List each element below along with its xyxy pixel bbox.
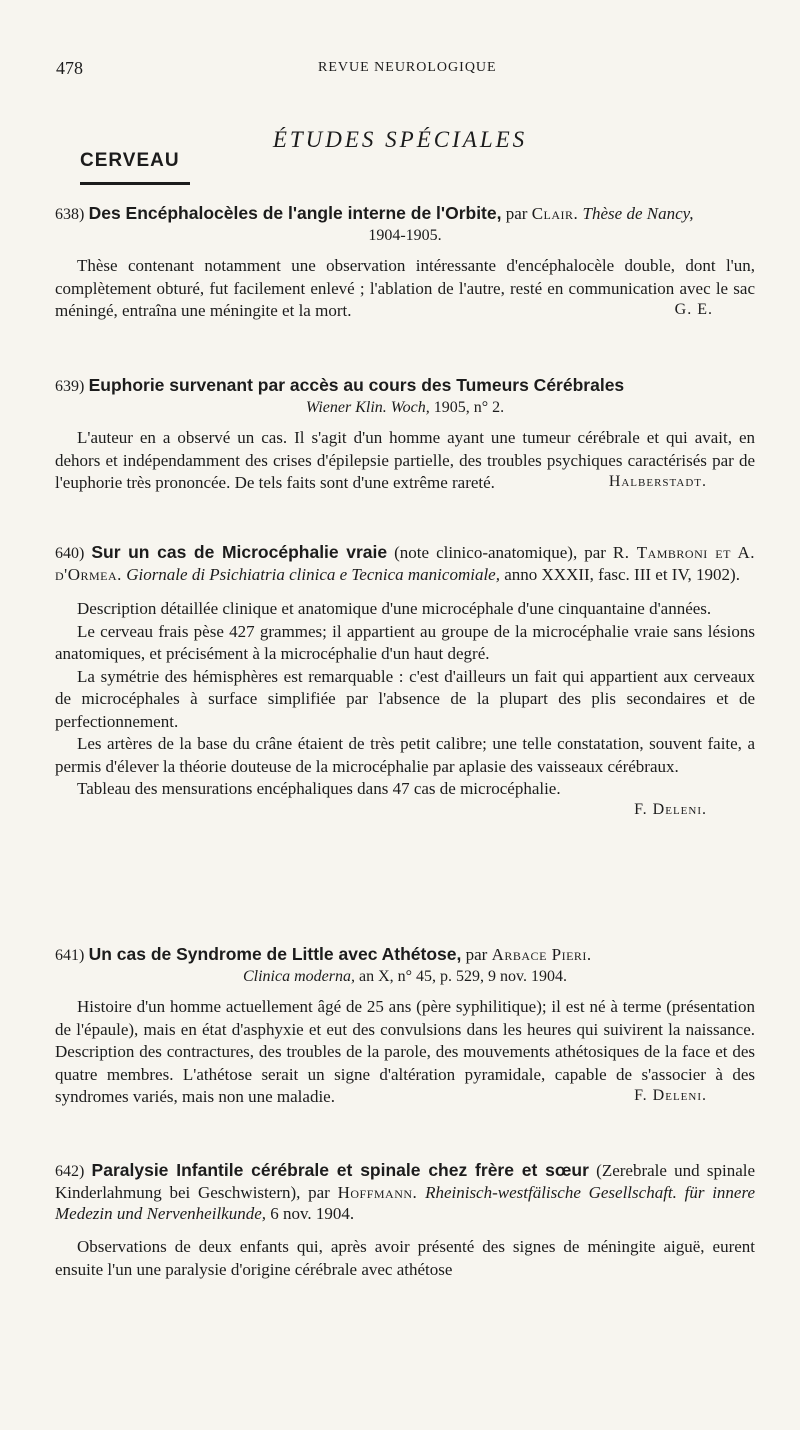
entry-number: 641)	[55, 947, 85, 964]
entry-body: Observations de deux enfants qui, après avoir présenté des signes de méningite aiguë, eurent ensuite l'un une paralysie d'origine cérébrale avec athétose	[55, 1237, 755, 1279]
page-number: 478	[56, 58, 83, 78]
entry-author: Hoffmann.	[337, 1183, 418, 1202]
entry-number: 640)	[55, 545, 85, 562]
entry-source: Thèse de Nancy,	[582, 204, 694, 223]
entry-source-date: 1905, n° 2.	[433, 399, 505, 416]
entry-paragraph: Les artères de la base du crâne étaient de très petit calibre; une telle constatation, souvent faite, a permis d'élever la théorie douteuse de la microcéphalie par aplasie des vaisseaux cérébraux.	[55, 734, 755, 776]
entry-source: Giornale di Psichiatria clinica e Tecnica manicomiale,	[126, 565, 500, 584]
entry-subtitle: (Zerebrale und spinale Kinderlahmung bei Geschwistern), par	[55, 1161, 756, 1202]
entry-paragraph: Tableau des mensurations encéphaliques dans 47 cas de microcéphalie.	[77, 779, 561, 798]
entry-par: par	[465, 945, 488, 964]
section-title: ÉTUDES SPÉCIALES	[272, 127, 528, 152]
abstract-641	[55, 944, 755, 1105]
entry-source: Wiener Klin. Woch,	[305, 399, 430, 416]
running-title: REVUE NEUROLOGIQUE	[318, 60, 497, 75]
entry-source-date: an X, n° 45, p. 529, 9 nov. 1904.	[358, 968, 567, 985]
abstract-638	[55, 203, 755, 319]
rubric-heading: CERVEAU	[80, 150, 180, 171]
entry-number: 642)	[55, 1163, 85, 1180]
entry-signature: F. Deleni.	[634, 800, 707, 818]
entry-title: Euphorie survenant par accès au cours des Tumeurs Cérébrales	[88, 375, 625, 395]
entry-authors: R. Tambroni et A. d'Ormea.	[55, 543, 756, 584]
entry-body: Histoire d'un homme actuellement âgé de 25 ans (père syphilitique); il est né à terme (présentation de l'épaule), mais en état d'asphyxie et eut des convulsions dans les heures qui suivirent la naissance. Description des contractures, des troubles de la parole, des mouvements athétosiques de la face et des quatre membres. L'athétose serait un signe d'altération pyramidale, capable de s'associer à des syndromes variés, mais non une maladie.	[55, 997, 755, 1106]
entry-source-line	[55, 966, 755, 987]
entry-number: 638)	[55, 206, 85, 223]
entry-author: Clair.	[531, 204, 579, 223]
entry-paragraph: La symétrie des hémisphères est remarquable : c'est d'ailleurs un fait qui appartient aux cerveaux de microcéphales à surface simplifiée par l'absence de la plupart des plis secondaires et de perfectionnement.	[55, 666, 755, 731]
abstract-642	[55, 1160, 755, 1281]
entry-signature: F. Deleni.	[634, 1086, 707, 1104]
entry-paragraph: Le cerveau frais pèse 427 grammes; il appartient au groupe de la microcéphalie vraie sans lésions anatomiques, et précisément à la microcéphalie d'un haut degré.	[55, 621, 755, 663]
rubric-underline	[80, 182, 190, 185]
entry-title: Sur un cas de Microcéphalie vraie	[91, 542, 388, 562]
entry-author: Arbace Pieri.	[491, 945, 592, 964]
entry-source-date: 6 nov. 1904.	[270, 1204, 355, 1223]
entry-body: Thèse contenant notamment une observation intéressante d'encéphalocèle double, dont l'un, complètement obturé, fut facilement enlevé ; l'ablation de l'autre, resté en communication avec le sac méningé, entraîna une méningite et la mort.	[55, 256, 755, 320]
entry-subtitle: (note clinico-anatomique), par	[394, 543, 606, 562]
entry-body: L'auteur en a observé un cas. Il s'agit d'un homme ayant une tumeur cérébrale et qui avait, en dehors et indépendamment des crises d'épilepsie partielle, des troubles psychiques caractérisés par de l'euphorie très prononcée. De tels faits sont d'une extrême rareté.	[55, 428, 755, 492]
entry-title: Paralysie Infantile cérébrale et spinale chez frère et sœur	[91, 1160, 589, 1180]
entry-source-line	[55, 397, 755, 418]
entry-paragraphs	[55, 598, 755, 801]
entry-signature: Halberstadt.	[608, 472, 707, 490]
entry-signature: G. E.	[674, 300, 713, 318]
entry-source-date: anno XXXII, fasc. III et IV, 1902).	[504, 565, 740, 584]
abstract-640	[55, 542, 755, 819]
running-header	[56, 58, 756, 82]
abstract-639	[55, 375, 755, 491]
entry-paragraph: Description détaillée clinique et anatomique d'une microcéphale d'une cinquantaine d'années.	[77, 599, 712, 618]
entry-par: par	[505, 204, 528, 223]
entry-source: Clinica moderna,	[242, 968, 355, 985]
entry-source-date: 1904-1905.	[368, 227, 442, 244]
entry-source: Rheinisch-westfälische Gesellschaft. für innere Medezin und Nervenheilkunde,	[55, 1183, 756, 1223]
entry-number: 639)	[55, 378, 85, 395]
entry-title: Des Encéphalocèles de l'angle interne de l'Orbite,	[88, 203, 502, 223]
entry-title: Un cas de Syndrome de Little avec Athétose,	[88, 944, 462, 964]
